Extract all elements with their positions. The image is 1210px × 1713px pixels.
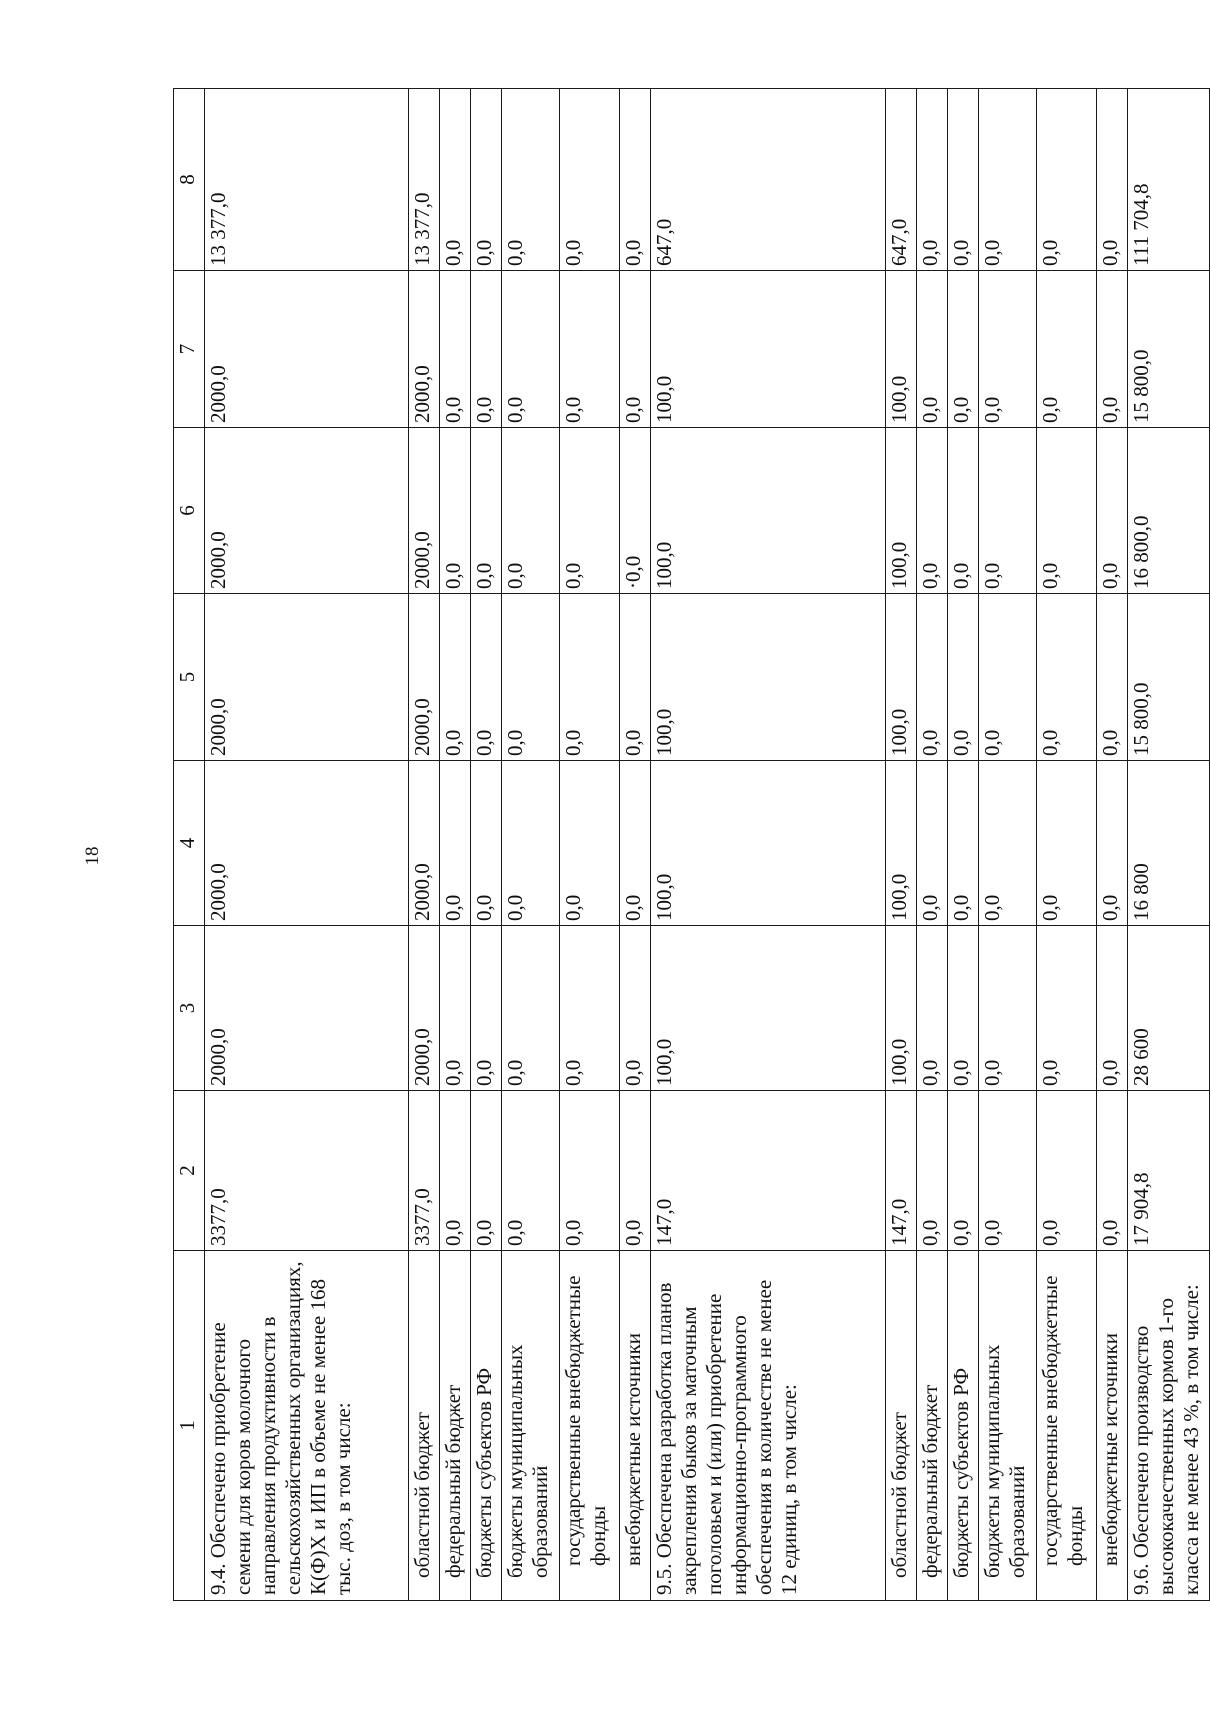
row-label: внебюджетные источники	[1097, 1251, 1128, 1601]
value-cell: 147,0	[651, 1091, 886, 1251]
value-cell: 0,0	[1037, 89, 1097, 271]
value-cell: 0,0	[502, 428, 560, 594]
value-cell: 0,0	[1097, 594, 1128, 761]
value-cell: 0,0	[948, 271, 979, 428]
value-cell: 0,0	[917, 271, 948, 428]
table-row	[886, 89, 917, 1601]
value-cell: 0,0	[979, 761, 1037, 926]
value-cell: 0,0	[1037, 428, 1097, 594]
value-cell: 2000,0	[409, 271, 440, 428]
table-row	[471, 89, 502, 1601]
value-cell: 0,0	[560, 1091, 620, 1251]
value-cell: 0,0	[948, 761, 979, 926]
value-cell: 0,0	[917, 89, 948, 271]
value-cell: 17 904,8	[1128, 1091, 1210, 1251]
value-cell: 100,0	[651, 594, 886, 761]
value-cell: 0,0	[440, 89, 471, 271]
header-cell: 2	[174, 1091, 205, 1251]
value-cell: 0,0	[502, 1091, 560, 1251]
value-cell: 0,0	[1037, 761, 1097, 926]
table-row	[409, 89, 440, 1601]
value-cell: 0,0	[948, 926, 979, 1091]
value-cell: 0,0	[1097, 1091, 1128, 1251]
value-cell: 0,0	[560, 271, 620, 428]
value-cell: 0,0	[620, 271, 651, 428]
value-cell: 0,0	[471, 89, 502, 271]
value-cell: 2000,0	[409, 428, 440, 594]
value-cell: 15 800,0	[1128, 271, 1210, 428]
value-cell: 0,0	[917, 1091, 948, 1251]
value-cell: 2000,0	[205, 428, 409, 594]
row-label: государственные внебюджетные фонды	[1037, 1251, 1097, 1601]
value-cell: 0,0	[948, 428, 979, 594]
header-cell: 1	[174, 1251, 205, 1601]
value-cell: 0,0	[471, 1091, 502, 1251]
value-cell: 100,0	[651, 761, 886, 926]
value-cell: 0,0	[620, 1091, 651, 1251]
value-cell: 0,0	[948, 1091, 979, 1251]
header-cell: 4	[174, 761, 205, 926]
table-row	[502, 89, 560, 1601]
value-cell: 16 800	[1128, 761, 1210, 926]
header-cell: 3	[174, 926, 205, 1091]
value-cell: 15 800,0	[1128, 594, 1210, 761]
table-row	[979, 89, 1037, 1601]
header-row	[174, 89, 205, 1601]
table-row	[651, 89, 886, 1601]
value-cell: 0,0	[979, 594, 1037, 761]
table-row	[1037, 89, 1097, 1601]
value-cell: 0,0	[502, 761, 560, 926]
value-cell: 2000,0	[205, 594, 409, 761]
value-cell: 0,0	[620, 761, 651, 926]
row-label: государственные внебюджетные фонды	[560, 1251, 620, 1601]
value-cell: 3377,0	[205, 1091, 409, 1251]
row-label: бюджеты муниципальных образований	[979, 1251, 1037, 1601]
value-cell: 0,0	[560, 926, 620, 1091]
value-cell: 0,0	[979, 926, 1037, 1091]
row-label: областной бюджет	[886, 1251, 917, 1601]
value-cell: 2000,0	[409, 926, 440, 1091]
value-cell: 0,0	[1097, 926, 1128, 1091]
table-row	[620, 89, 651, 1601]
value-cell: 0,0	[471, 761, 502, 926]
value-cell: 2000,0	[205, 926, 409, 1091]
value-cell: 0,0	[440, 761, 471, 926]
table-row	[560, 89, 620, 1601]
value-cell: 147,0	[886, 1091, 917, 1251]
value-cell: 100,0	[886, 761, 917, 926]
value-cell: 0,0	[1097, 428, 1128, 594]
value-cell: 0,0	[620, 926, 651, 1091]
value-cell: 0,0	[917, 926, 948, 1091]
value-cell: 0,0	[917, 594, 948, 761]
value-cell: 0,0	[1097, 89, 1128, 271]
value-cell: 0,0	[502, 926, 560, 1091]
header-cell: 7	[174, 271, 205, 428]
table-row	[948, 89, 979, 1601]
row-label: федеральный бюджет	[440, 1251, 471, 1601]
value-cell: 0,0	[471, 594, 502, 761]
row-label: внебюджетные источники	[620, 1251, 651, 1601]
value-cell: 0,0	[1037, 926, 1097, 1091]
value-cell: 0,0	[560, 428, 620, 594]
value-cell: 0,0	[917, 761, 948, 926]
row-label: бюджеты субъектов РФ	[471, 1251, 502, 1601]
value-cell: 0,0	[1037, 271, 1097, 428]
value-cell: 0,0	[440, 271, 471, 428]
value-cell: 100,0	[651, 926, 886, 1091]
value-cell: 100,0	[651, 271, 886, 428]
value-cell: 0,0	[440, 926, 471, 1091]
value-cell: 0,0	[979, 428, 1037, 594]
value-cell: 647,0	[886, 89, 917, 271]
row-label: областной бюджет	[409, 1251, 440, 1601]
value-cell: 0,0	[979, 271, 1037, 428]
table-row	[1128, 89, 1210, 1601]
value-cell: 111 704,8	[1128, 89, 1210, 271]
value-cell: 0,0	[948, 89, 979, 271]
value-cell: 0,0	[560, 594, 620, 761]
value-cell: 2000,0	[409, 761, 440, 926]
value-cell: 100,0	[886, 926, 917, 1091]
value-cell: 0,0	[917, 428, 948, 594]
table-row	[205, 89, 409, 1601]
header-cell: 8	[174, 89, 205, 271]
table-row	[917, 89, 948, 1601]
value-cell: 28 600	[1128, 926, 1210, 1091]
value-cell: 100,0	[886, 428, 917, 594]
value-cell: 0,0	[948, 594, 979, 761]
value-cell: 0,0	[979, 89, 1037, 271]
value-cell: 0,0	[502, 89, 560, 271]
budget-table	[173, 88, 1210, 1601]
value-cell: 0,0	[440, 428, 471, 594]
row-label: бюджеты муниципальных образований	[502, 1251, 560, 1601]
row-label: 9.4. Обеспечено приобретение семени для коров молочного направления продуктивности в сельскохозяйственных организациях, К(Ф)Х и ИП в объеме не менее 168 тыс. доз, в том числе:	[205, 1251, 409, 1601]
value-cell: 2000,0	[205, 761, 409, 926]
value-cell: 0,0	[1037, 594, 1097, 761]
value-cell: 100,0	[886, 594, 917, 761]
value-cell: 2000,0	[205, 271, 409, 428]
value-cell: 0,0	[560, 89, 620, 271]
value-cell: 0,0	[440, 1091, 471, 1251]
value-cell: 0,0	[440, 594, 471, 761]
value-cell: 0,0	[502, 271, 560, 428]
row-label: 9.5. Обеспечена разработка планов закрепления быков за маточным поголовьем и (или) приобретение информационно-программного обеспечения в количестве не менее 12 единиц, в том числе:	[651, 1251, 886, 1601]
value-cell: 0,0	[471, 271, 502, 428]
value-cell: 13 377,0	[409, 89, 440, 271]
header-cell: 6	[174, 428, 205, 594]
value-cell: 16 800,0	[1128, 428, 1210, 594]
value-cell: ·0,0	[620, 428, 651, 594]
value-cell: 0,0	[471, 926, 502, 1091]
value-cell: 13 377,0	[205, 89, 409, 271]
value-cell: 0,0	[471, 428, 502, 594]
value-cell: 0,0	[620, 89, 651, 271]
table-row	[1097, 89, 1128, 1601]
row-label: бюджеты субъектов РФ	[948, 1251, 979, 1601]
value-cell: 2000,0	[409, 594, 440, 761]
value-cell: 0,0	[979, 1091, 1037, 1251]
value-cell: 100,0	[886, 271, 917, 428]
row-label: федеральный бюджет	[917, 1251, 948, 1601]
value-cell: 0,0	[502, 594, 560, 761]
header-cell: 5	[174, 594, 205, 761]
value-cell: 3377,0	[409, 1091, 440, 1251]
row-label: 9.6. Обеспечено производство высококачественных кормов 1-го класса не менее 43 %, в том числе:	[1128, 1251, 1210, 1601]
value-cell: 0,0	[1097, 761, 1128, 926]
value-cell: 0,0	[560, 761, 620, 926]
value-cell: 0,0	[1037, 1091, 1097, 1251]
page-number: 18	[82, 846, 103, 866]
value-cell: 647,0	[651, 89, 886, 271]
value-cell: 0,0	[1097, 271, 1128, 428]
value-cell: 100,0	[651, 428, 886, 594]
table-row	[440, 89, 471, 1601]
value-cell: 0,0	[620, 594, 651, 761]
